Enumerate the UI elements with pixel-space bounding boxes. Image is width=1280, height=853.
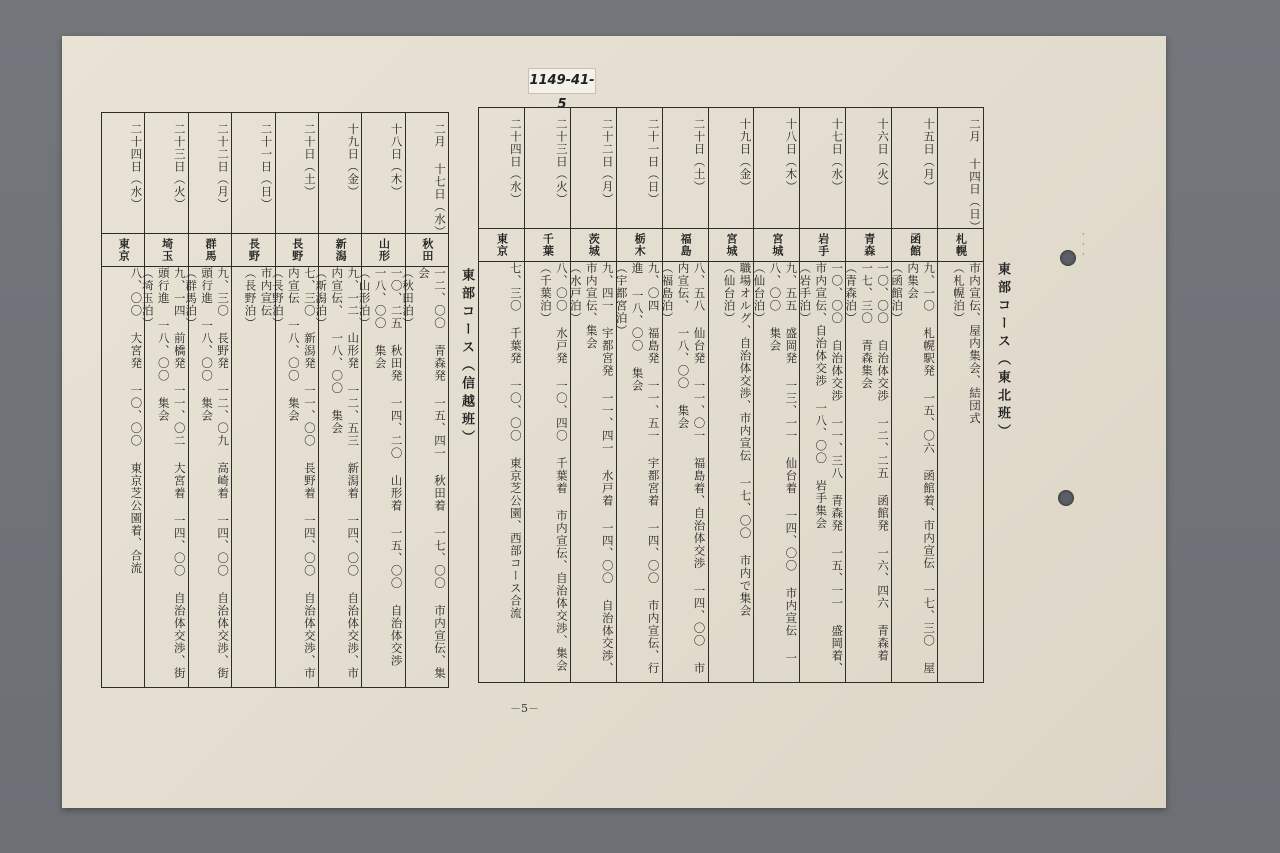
schedule-text: 九、一四 前橋発 一一、〇二 大宮着 一四、〇〇 自治体交渉、街頭行進 一八、〇〇 集会	[156, 267, 187, 680]
prefecture-cell: 新潟	[318, 234, 361, 267]
date-cell: 十九日（金）	[708, 108, 754, 229]
schedule-text: 九、三〇 長野発 一二、〇九 高崎着 一四、〇〇 自治体交渉、街頭行進 一八、〇〇 集会	[200, 267, 231, 680]
schedule-cell	[102, 267, 145, 688]
date-row	[102, 113, 449, 234]
stay-text: （青森泊）	[844, 262, 859, 325]
schedule-cell	[754, 262, 800, 683]
date-cell: 二十日（土）	[662, 108, 708, 229]
date-cell: 二月 十七日（水）	[405, 113, 448, 234]
schedule-cell	[708, 262, 754, 683]
date-cell: 十六日（火）	[846, 108, 892, 229]
prefecture-cell: 札幌	[938, 229, 984, 262]
staple-marks: · · ·	[1082, 230, 1085, 259]
schedule-text: 一二、〇〇 青森発 一五、四一 秋田着 一七、〇〇 市内宣伝、集会	[417, 267, 447, 680]
stay-text: （札幌泊）	[952, 262, 966, 325]
stay-text: （群馬泊）	[184, 267, 199, 330]
schedule-text: 九、一〇 札幌駅発 一五、〇六 函館着、市内宣伝 一七、三〇 屋内集会	[906, 262, 937, 675]
date-row	[479, 108, 984, 229]
schedule-text: 一〇、〇〇 自治体交渉 一一、三八 青森発 一五、一一 盛岡着、市内宣伝、自治体交渉 一八、〇〇 岩手集会	[814, 262, 845, 675]
schedule-text: 九、〇四 福島発 一一、五一 宇都宮着 一四、〇〇 市内宣伝、行進 一八、〇〇 集会	[630, 262, 661, 675]
schedule-text: 職場オルグ、自治体交渉、市内宣伝 一七、〇〇 市内で集会	[738, 262, 753, 617]
prefecture-cell: 函館	[892, 229, 938, 262]
date-cell: 二十一日（日）	[232, 113, 275, 234]
schedule-cell	[892, 262, 938, 683]
date-cell: 二十四日（水）	[102, 113, 145, 234]
date-cell: 二月 十四日（日）	[938, 108, 984, 229]
stay-text: （長野泊）	[243, 267, 258, 330]
schedule-text: 市内宣伝、屋内集会、結団式	[968, 262, 982, 425]
prefecture-cell: 岩手	[800, 229, 846, 262]
schedule-cell	[938, 262, 984, 683]
stay-text: （仙台泊）	[752, 262, 767, 325]
schedule-cell	[401, 267, 448, 688]
date-cell: 二十二日（月）	[188, 113, 231, 234]
prefecture-cell: 宮城	[708, 229, 754, 262]
prefecture-cell: 東京	[479, 229, 525, 262]
schedule-row	[102, 267, 449, 688]
date-cell: 二十日（土）	[275, 113, 318, 234]
shinetsu-course-title: 東部コース（信越班）	[459, 268, 474, 448]
page-number: －5－	[510, 702, 539, 715]
date-cell: 二十四日（水）	[479, 108, 525, 229]
stay-text: （岩手泊）	[798, 262, 813, 325]
stay-text: （千葉泊）	[538, 262, 553, 325]
schedule-text: 七、三〇 千葉発 一〇、〇〇 東京芝公園、西部コース合流	[508, 262, 523, 620]
date-cell: 二十三日（火）	[145, 113, 188, 234]
prefecture-cell: 福島	[662, 229, 708, 262]
schedule-cell	[270, 267, 318, 688]
shinetsu-schedule-table	[101, 112, 449, 688]
prefecture-cell: 宮城	[754, 229, 800, 262]
prefecture-row	[479, 229, 984, 262]
schedule-text: 九、四一 宇都宮発 一一、四一 水戸着 一四、〇〇 自治体交渉、市内宣伝、集会	[584, 262, 615, 675]
punch-hole	[1060, 250, 1076, 266]
schedule-cell	[846, 262, 892, 683]
schedule-cell	[314, 267, 361, 688]
schedule-cell	[616, 262, 662, 683]
schedule-text: 八、五八 仙台発 一一、〇一 福島着、自治体交渉 一四、〇〇 市内宣伝、 一八、〇〇 集会	[676, 262, 707, 675]
date-cell: 十五日（月）	[892, 108, 938, 229]
prefecture-cell: 山形	[362, 234, 405, 267]
prefecture-cell: 長野	[275, 234, 318, 267]
stay-text: （山形泊）	[357, 267, 372, 330]
prefecture-cell: 秋田	[405, 234, 448, 267]
schedule-text: 七、三〇 新潟発 一一、〇〇 長野着 一四、〇〇 自治体交渉、市内宣伝 一八、〇〇 集会	[286, 267, 317, 680]
stay-text: （長野泊）	[270, 267, 285, 330]
schedule-text: 市内宣伝	[259, 267, 274, 317]
prefecture-cell: 茨城	[570, 229, 616, 262]
date-cell: 十八日（木）	[754, 108, 800, 229]
schedule-cell	[662, 262, 708, 683]
schedule-text: 一〇、〇〇 自治体交渉 一二、二五 函館発 一六、四六 青森着 一七、三〇 青森集会	[860, 262, 891, 662]
stay-text: （函館泊）	[890, 262, 905, 325]
stay-text: （宇都宮泊）	[614, 262, 629, 337]
archive-label: 1149-41-5	[528, 68, 596, 94]
date-cell: 二十二日（月）	[570, 108, 616, 229]
prefecture-cell: 東京	[102, 234, 145, 267]
schedule-text: 九、五五 盛岡発 一三、一一 仙台着 一四、〇〇 市内宣伝 一八、〇〇 集会	[768, 262, 799, 665]
schedule-cell	[232, 267, 275, 688]
schedule-cell	[524, 262, 570, 683]
schedule-row	[479, 262, 984, 683]
schedule-cell	[184, 267, 231, 688]
tohoku-course-title: 東部コース（東北班）	[995, 262, 1010, 442]
schedule-cell	[800, 262, 846, 683]
date-cell: 十八日（木）	[362, 113, 405, 234]
schedule-cell	[357, 267, 405, 688]
schedule-text: 八、〇〇 水戸発 一〇、四〇 千葉着 市内宣伝、自治体交渉、集会	[554, 262, 569, 672]
schedule-text: 九、一二 山形発 一二、五三 新潟着 一四、〇〇 自治体交渉、市内宣伝、 一八、〇〇 集会	[330, 267, 361, 680]
prefecture-cell: 埼玉	[145, 234, 188, 267]
date-cell: 二十一日（日）	[616, 108, 662, 229]
stay-text: （新潟泊）	[314, 267, 329, 330]
stay-text: （水戸泊）	[568, 262, 583, 325]
schedule-text: 一〇、二五 秋田発 一四、二〇 山形着 一五、〇〇 自治体交渉 一八、〇〇 集会	[373, 267, 404, 667]
schedule-text: 八、〇〇 大宮発 一〇、〇〇 東京芝公園着、合流	[129, 267, 144, 575]
stay-text: （秋田泊）	[401, 267, 415, 330]
stay-text: （福島泊）	[660, 262, 675, 325]
stay-text: （仙台泊）	[722, 262, 737, 325]
tohoku-schedule-table	[478, 107, 984, 683]
schedule-cell	[570, 262, 616, 683]
schedule-cell	[479, 262, 525, 683]
stay-text: （埼玉泊）	[140, 267, 155, 330]
prefecture-cell: 長野	[232, 234, 275, 267]
date-cell: 十七日（水）	[800, 108, 846, 229]
prefecture-cell: 青森	[846, 229, 892, 262]
prefecture-row	[102, 234, 449, 267]
date-cell: 二十三日（火）	[524, 108, 570, 229]
schedule-cell	[140, 267, 188, 688]
date-cell: 十九日（金）	[318, 113, 361, 234]
punch-hole	[1058, 490, 1074, 506]
prefecture-cell: 群馬	[188, 234, 231, 267]
prefecture-cell: 栃木	[616, 229, 662, 262]
prefecture-cell: 千葉	[524, 229, 570, 262]
